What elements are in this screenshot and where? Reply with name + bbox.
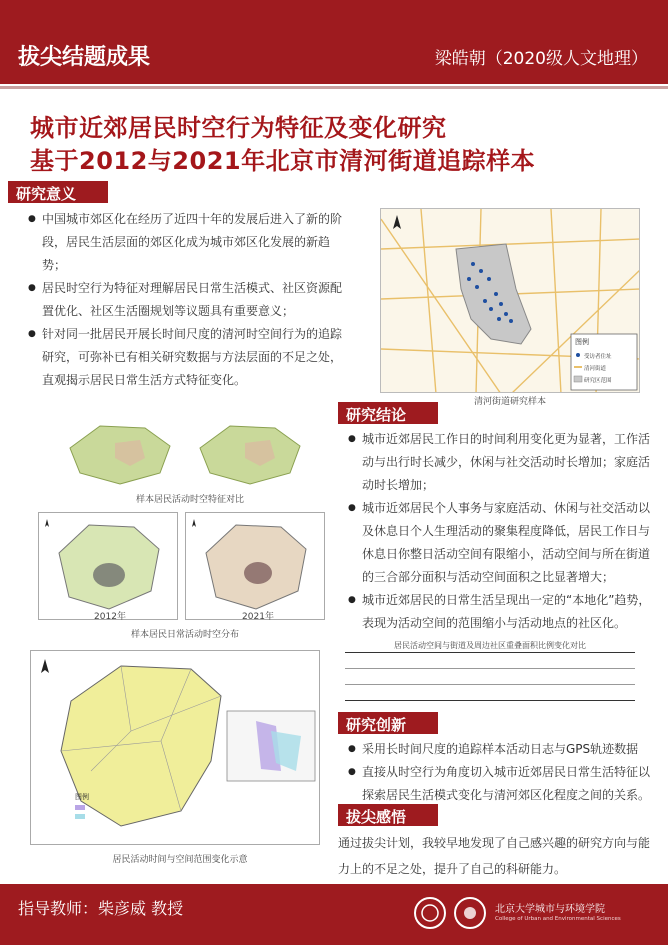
figure-1-graphic [60, 418, 320, 490]
conclusion-item: ● 城市近郊居民工作日的时间利用变化更为显著，工作活动与出行时长减少，休闲与社交活动时长增加；家庭活动时长增加； [348, 428, 658, 497]
north-arrow-icon [393, 215, 401, 229]
school-name-en: College of Urban and Environmental Sciences [495, 916, 621, 922]
north-arrow-icon [41, 659, 49, 673]
figure-3-caption: 居民活动时间与空间范围变化示意 [112, 855, 248, 865]
author-name: 梁皓朝（2020级人文地理） [434, 49, 648, 69]
innovation-heading: 研究创新 [338, 712, 438, 734]
conclusion-table-caption: 居民活动空间与街道及周边社区重叠面积比例变化对比 [394, 641, 586, 650]
significance-heading: 研究意义 [8, 181, 108, 203]
reflection-heading: 拔尖感悟 [338, 804, 438, 826]
conclusions-list [348, 428, 658, 635]
reflection-text: 通过拔尖计划，我较早地发现了自己感兴趣的研究方向与能力上的不足之处，提升了自己的科研能力。 [338, 836, 651, 876]
school-name: 北京大学城市与环境学院 [495, 904, 605, 915]
poster-label: 拔尖结题成果 [18, 45, 151, 70]
conclusions-heading: 研究结论 [338, 402, 438, 424]
significance-list [28, 208, 348, 392]
figure-2-caption: 样本居民日常活动时空分布 [130, 630, 239, 640]
main-title-line-1: 城市近郊居民时空行为特征及变化研究 [30, 114, 447, 142]
figure-2b-year: 2021年 [242, 612, 274, 622]
figure-1-caption: 样本居民活动时空特征对比 [135, 495, 244, 505]
beijing-outline [61, 666, 221, 826]
header-divider [0, 86, 668, 89]
north-arrow-icon [192, 519, 196, 527]
activity-hotspot [244, 562, 272, 584]
significance-item: ● 针对同一批居民开展长时间尺度的清河时空间行为的追踪研究，可弥补已有相关研究数据与方法层面的不足之处，直观揭示居民日常生活方式特征变化。 [28, 323, 348, 392]
activity-hotspot [93, 563, 125, 587]
figure-3-legend-title: 图例 [75, 793, 89, 801]
legend-area-icon [574, 376, 582, 382]
pku-logo [414, 897, 446, 929]
figure-3-map [30, 650, 320, 845]
study-area-caption: 清河街道研究样本 [473, 397, 546, 407]
legend-item-label: 清河街道 [584, 366, 607, 372]
conclusion-item: ● 城市近郊居民个人事务与家庭活动、休闲与社交活动以及休息日个人生理活动的聚集程度降低，居民工作日与休息日你整日活动空间有限缩小，活动空间与所在街道的三合部分面积与活动空间面积之比显著增大； [348, 497, 658, 589]
figure-2a-map [38, 512, 178, 620]
innovation-item: ● 采用长时间尺度的追踪样本活动日志与GPS轨迹数据 [348, 738, 658, 761]
figure-2a-year: 2012年 [94, 612, 126, 622]
innovation-list [348, 738, 658, 807]
innovation-item: ● 直接从时空行为角度切入城市近郊居民日常生活特征以探索居民生活模式变化与清河郊区化程度之间的关系。 [348, 761, 658, 807]
significance-item: ● 中国城市郊区化在经历了近四十年的发展后进入了新的阶段，居民生活层面的郊区化成为城市郊区化发展的新趋势； [28, 208, 348, 277]
north-arrow-icon [45, 519, 49, 527]
figure-1-maps [60, 418, 320, 490]
study-area-map-graphic [381, 209, 640, 393]
study-area-map [380, 208, 640, 393]
significance-item: ● 居民时空行为特征对理解居民日常生活模式、社区资源配置优化、社区生活圈规划等议题具有重要意义； [28, 277, 348, 323]
conclusion-item: ● 城市近郊居民的日常生活呈现出一定的“本地化”趋势，表现为活动空间的范围缩小与活动地点的社区化。 [348, 589, 658, 635]
study-map-legend-title: 图例 [575, 338, 589, 346]
main-title-line-2: 基于2012与2021年北京市清河街道追踪样本 [30, 147, 536, 175]
legend-point-icon [576, 353, 580, 357]
figure-2b-map [185, 512, 325, 620]
advisor-name: 指导教师：柴彦威 教授 [18, 899, 184, 918]
college-logo [454, 897, 486, 929]
legend-item-label: 受访者住址 [584, 354, 612, 360]
legend-item-label: 研究区范围 [584, 378, 612, 384]
